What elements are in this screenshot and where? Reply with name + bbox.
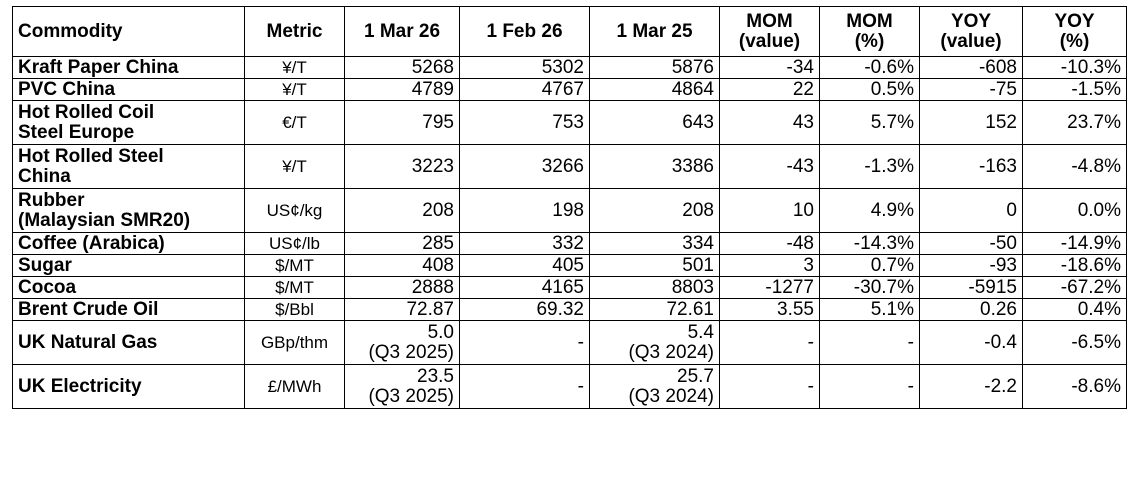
pct-yoy: 0.0% [1023,189,1127,233]
table-row [13,79,1127,101]
pct-yoy: 23.7% [1023,101,1127,145]
commodity-name: Sugar [13,255,245,277]
pct-mom: - [820,321,920,365]
value-mar25: 3386 [590,145,720,189]
table-row [13,189,1127,233]
value-yoy: -75 [920,79,1023,101]
pct-yoy: -14.9% [1023,233,1127,255]
value-mom: 10 [720,189,820,233]
pct-yoy: -67.2% [1023,277,1127,299]
header-yoy-pct: YOY (%) [1023,7,1127,57]
value-feb26: - [460,321,590,365]
value-mar26: 3223 [345,145,460,189]
commodity-name: Kraft Paper China [13,57,245,79]
pct-mom: - [820,365,920,409]
pct-mom: 4.9% [820,189,920,233]
header-mom-value: MOM (value) [720,7,820,57]
value-mar26: 23.5 (Q3 2025) [345,365,460,409]
value-feb26: 405 [460,255,590,277]
commodity-price-table [12,6,1127,409]
value-mar25: 4864 [590,79,720,101]
value-mom: 22 [720,79,820,101]
value-feb26: 69.32 [460,299,590,321]
commodity-name: Coffee (Arabica) [13,233,245,255]
value-yoy: -0.4 [920,321,1023,365]
value-mar25: 72.61 [590,299,720,321]
value-feb26: 5302 [460,57,590,79]
pct-mom: -30.7% [820,277,920,299]
value-mar25: 501 [590,255,720,277]
value-mar25: 25.7 (Q3 2024) [590,365,720,409]
table-row [13,145,1127,189]
value-mar26: 208 [345,189,460,233]
header-metric: Metric [245,7,345,57]
pct-yoy: -4.8% [1023,145,1127,189]
value-mar25: 8803 [590,277,720,299]
table-body [13,57,1127,409]
pct-yoy: -8.6% [1023,365,1127,409]
pct-mom: 5.1% [820,299,920,321]
value-yoy: -5915 [920,277,1023,299]
pct-mom: -14.3% [820,233,920,255]
commodity-name: Cocoa [13,277,245,299]
metric-unit: ¥/T [245,57,345,79]
pct-mom: -0.6% [820,57,920,79]
value-mar26: 4789 [345,79,460,101]
value-mar26: 72.87 [345,299,460,321]
value-yoy: -2.2 [920,365,1023,409]
commodity-name: Hot Rolled Steel China [13,145,245,189]
pct-mom: 0.5% [820,79,920,101]
commodity-name: UK Electricity [13,365,245,409]
value-mar26: 5.0 (Q3 2025) [345,321,460,365]
table-row [13,57,1127,79]
table-row [13,365,1127,409]
value-feb26: 753 [460,101,590,145]
value-feb26: 4165 [460,277,590,299]
commodity-name: Hot Rolled Coil Steel Europe [13,101,245,145]
metric-unit: ¥/T [245,145,345,189]
value-yoy: 0.26 [920,299,1023,321]
value-mom: - [720,365,820,409]
commodity-name: PVC China [13,79,245,101]
table-row [13,255,1127,277]
commodity-name: UK Natural Gas [13,321,245,365]
value-mom: 3 [720,255,820,277]
metric-unit: ¥/T [245,79,345,101]
pct-yoy: 0.4% [1023,299,1127,321]
value-mar26: 5268 [345,57,460,79]
value-mar26: 408 [345,255,460,277]
pct-mom: 5.7% [820,101,920,145]
value-mom: -34 [720,57,820,79]
metric-unit: £/MWh [245,365,345,409]
value-mom: -1277 [720,277,820,299]
metric-unit: GBp/thm [245,321,345,365]
value-mar25: 334 [590,233,720,255]
metric-unit: $/MT [245,255,345,277]
value-feb26: 3266 [460,145,590,189]
table-row [13,321,1127,365]
header-commodity: Commodity [13,7,245,57]
value-mom: 43 [720,101,820,145]
table-row [13,101,1127,145]
metric-unit: $/MT [245,277,345,299]
header-row [13,7,1127,57]
commodity-name: Rubber (Malaysian SMR20) [13,189,245,233]
header-feb26: 1 Feb 26 [460,7,590,57]
header-mar26: 1 Mar 26 [345,7,460,57]
table-row [13,233,1127,255]
value-mar25: 5.4 (Q3 2024) [590,321,720,365]
pct-yoy: -10.3% [1023,57,1127,79]
commodity-name: Brent Crude Oil [13,299,245,321]
value-mar25: 5876 [590,57,720,79]
value-mar25: 208 [590,189,720,233]
value-feb26: 4767 [460,79,590,101]
value-yoy: -608 [920,57,1023,79]
value-yoy: -163 [920,145,1023,189]
header-mom-pct: MOM (%) [820,7,920,57]
value-yoy: -50 [920,233,1023,255]
pct-mom: -1.3% [820,145,920,189]
pct-yoy: -6.5% [1023,321,1127,365]
value-mom: 3.55 [720,299,820,321]
value-feb26: 332 [460,233,590,255]
pct-yoy: -1.5% [1023,79,1127,101]
value-yoy: 0 [920,189,1023,233]
value-feb26: 198 [460,189,590,233]
header-mar25: 1 Mar 25 [590,7,720,57]
table-row [13,299,1127,321]
value-mar26: 2888 [345,277,460,299]
metric-unit: €/T [245,101,345,145]
value-mom: -48 [720,233,820,255]
value-feb26: - [460,365,590,409]
pct-yoy: -18.6% [1023,255,1127,277]
value-yoy: 152 [920,101,1023,145]
value-mar26: 285 [345,233,460,255]
metric-unit: US¢/lb [245,233,345,255]
value-mom: -43 [720,145,820,189]
metric-unit: $/Bbl [245,299,345,321]
value-mar26: 795 [345,101,460,145]
value-mar25: 643 [590,101,720,145]
value-yoy: -93 [920,255,1023,277]
metric-unit: US¢/kg [245,189,345,233]
table-row [13,277,1127,299]
header-yoy-value: YOY (value) [920,7,1023,57]
value-mom: - [720,321,820,365]
pct-mom: 0.7% [820,255,920,277]
